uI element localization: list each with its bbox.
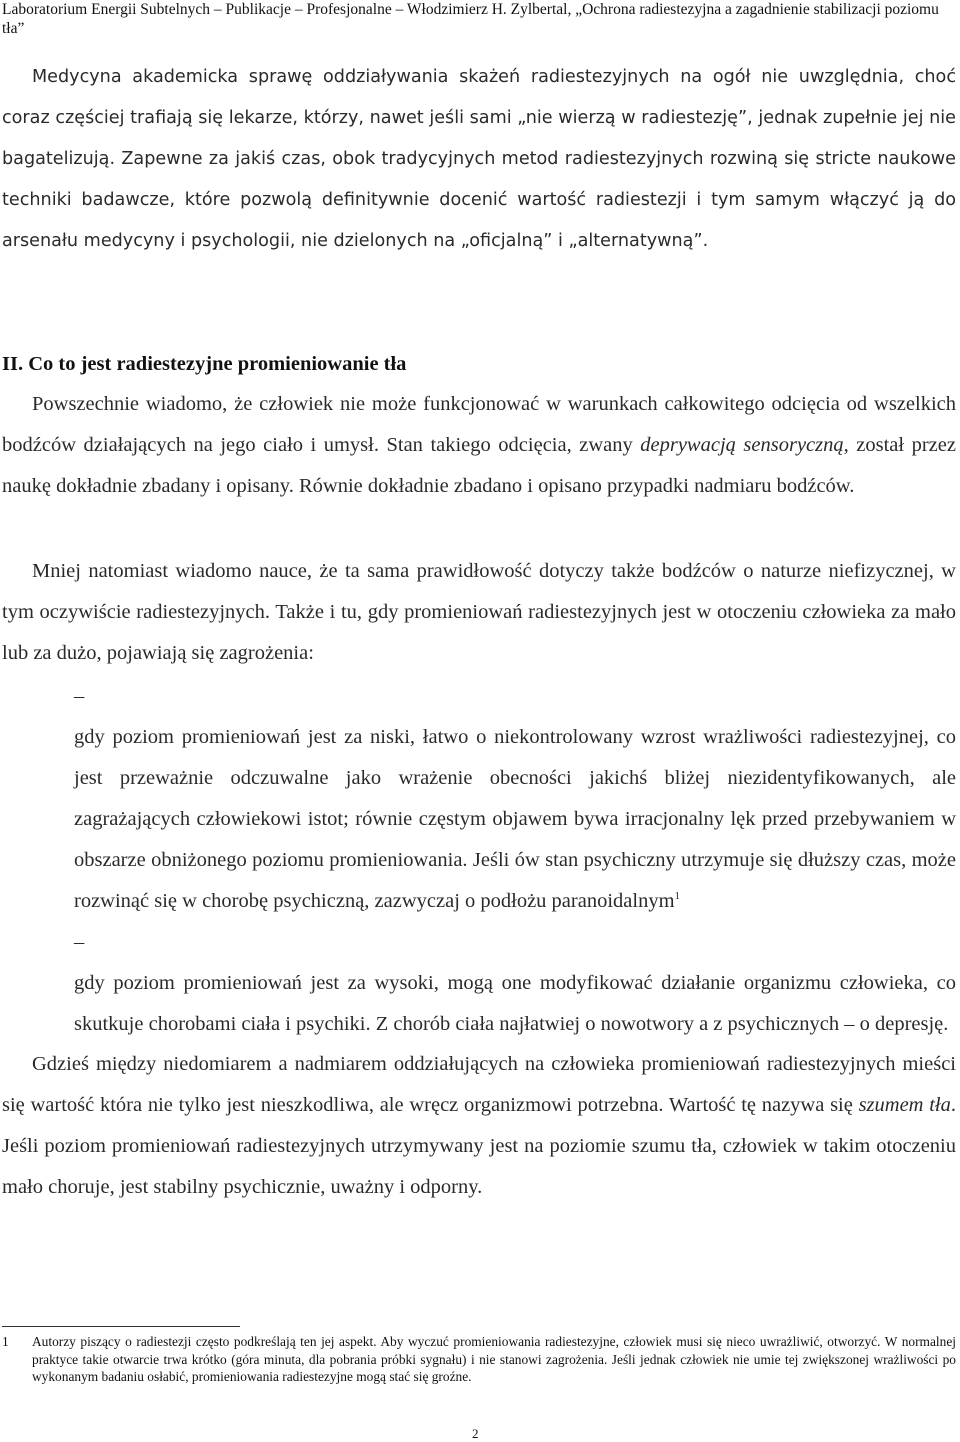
- list-item-text: [74, 717, 956, 922]
- dash-bullet: –: [74, 685, 85, 707]
- list-item: [2, 922, 956, 1045]
- running-header: Laboratorium Energii Subtelnych – Publikacje – Profesjonalne – Włodzimierz H. Zylbertal, „Ochrona radiestezyjna a zagadnienie stabilizacji poziomu tła”: [2, 1, 939, 37]
- paragraph-deprivation: [2, 384, 956, 507]
- section-heading: II. Co to jest radiestezyjne promieniowanie tła: [2, 353, 407, 375]
- term-background-noise: szumem tła: [858, 1094, 951, 1116]
- paragraph-background-noise-text-a: Gdzieś między niedomiarem a nadmiarem oddziałujących na człowieka promieniowań radiestezyjnych mieści się wartość która nie tylko jest nieszkodliwa, ale wręcz organizmowi potrzebna. Wartość tę nazywa się: [2, 1053, 956, 1116]
- paragraph-background-noise: [2, 1044, 956, 1208]
- threat-list: [2, 676, 956, 1045]
- dash-bullet: –: [74, 931, 85, 953]
- paragraph-deprivation-text-b: , został przez naukę dokładnie zbadany i opisany. Równie dokładnie zbadano i opisano przypadki nadmiaru bodźców.: [2, 434, 956, 497]
- paragraph-background-noise-text-b: . Jeśli poziom promieniowań radiestezyjnych utrzymywany jest na poziomie szumu tła, człowiek w takim otoczeniu mało choruje, jest stabilny psychicznie, uważny i odporny.: [2, 1094, 956, 1198]
- list-item-high-text: gdy poziom promieniowań jest za wysoki, mogą one modyfikować działanie organizmu człowieka, co skutkuje chorobami ciała i psychiki. Z chorób ciała najłatwiej o nowotwory a z psychicznych – o depresję.: [74, 972, 956, 1035]
- list-item: [2, 676, 956, 922]
- paragraph-medicine: [2, 57, 956, 262]
- term-sensory-deprivation: deprywacją sensoryczną: [640, 434, 844, 456]
- paragraph-threats-text: Mniej natomiast wiadomo nauce, że ta sama prawidłowość dotyczy także bodźców o naturze niefizycznej, w tym oczywiście radiestezyjnych. Także i tu, gdy promieniowań radiestezyjnych jest w otoczeniu człowieka za mało lub za dużo, pojawiają się zagrożenia:: [2, 560, 956, 664]
- footnote-divider: [2, 1326, 240, 1327]
- footnote: [2, 1333, 956, 1386]
- list-item-text: [74, 963, 956, 1045]
- page-number: 2: [472, 1426, 479, 1441]
- list-item-low-text: gdy poziom promieniowań jest za niski, łatwo o niekontrolowany wzrost wrażliwości radiestezyjnej, co jest przeważnie odczuwalne jako wrażenie obecności jakichś bliżej niezidentyfikowanych, ale zagrażających człowiekowi istot; równie częstym objawem bywa irracjonalny lęk przed przebywaniem w obszarze obniżonego poziomu promieniowania. Jeśli ów stan psychiczny utrzymuje się dłuższy czas, może rozwinąć się w chorobę psychiczną, zazwyczaj o podłożu paranoidalnym: [74, 726, 956, 912]
- paragraph-deprivation-text-a: Powszechnie wiadomo, że człowiek nie może funkcjonować w warunkach całkowitego odcięcia od wszelkich bodźców działających na jego ciało i umysł. Stan takiego odcięcia, zwany: [2, 393, 956, 456]
- footnote-ref[interactable]: 1: [674, 890, 681, 903]
- paragraph-medicine-text: Medycyna akademicka sprawę oddziaływania skażeń radiestezyjnych na ogół nie uwzględnia, choć coraz częściej trafiają się lekarze, którzy, nawet jeśli sami „nie wierzą w radiestezję”, jednak zupełnie jej nie bagatelizują. Zapewne za jakiś czas, obok tradycyjnych metod radiestezyjnych rozwiną się stricte naukowe techniki badawcze, które pozwolą definitywnie docenić wartość radiestezji i tym samym włączyć ją do arsenału medycyny i psychologii, nie dzielonych na „oficjalną” i „alternatywną”.: [2, 67, 956, 251]
- footnote-number: 1: [2, 1334, 9, 1349]
- paragraph-threats: [2, 551, 956, 674]
- footnote-text: Autorzy piszący o radiestezji często podkreślają ten jej aspekt. Aby wyczuć promieniowania radiestezyjne, człowiek musi się nieco uwrażliwić, otworzyć. W normalnej praktyce takie otwarcie trwa krótko (góra minuta, dla pobrania próbki sygnału) i nie stanowi zagrożenia. Jeśli jednak człowiek nie umie tej zwiększonej wrażliwości po wykonanym badaniu osłabić, promieniowania radiestezyjne mogą stać się groźne.: [32, 1334, 956, 1384]
